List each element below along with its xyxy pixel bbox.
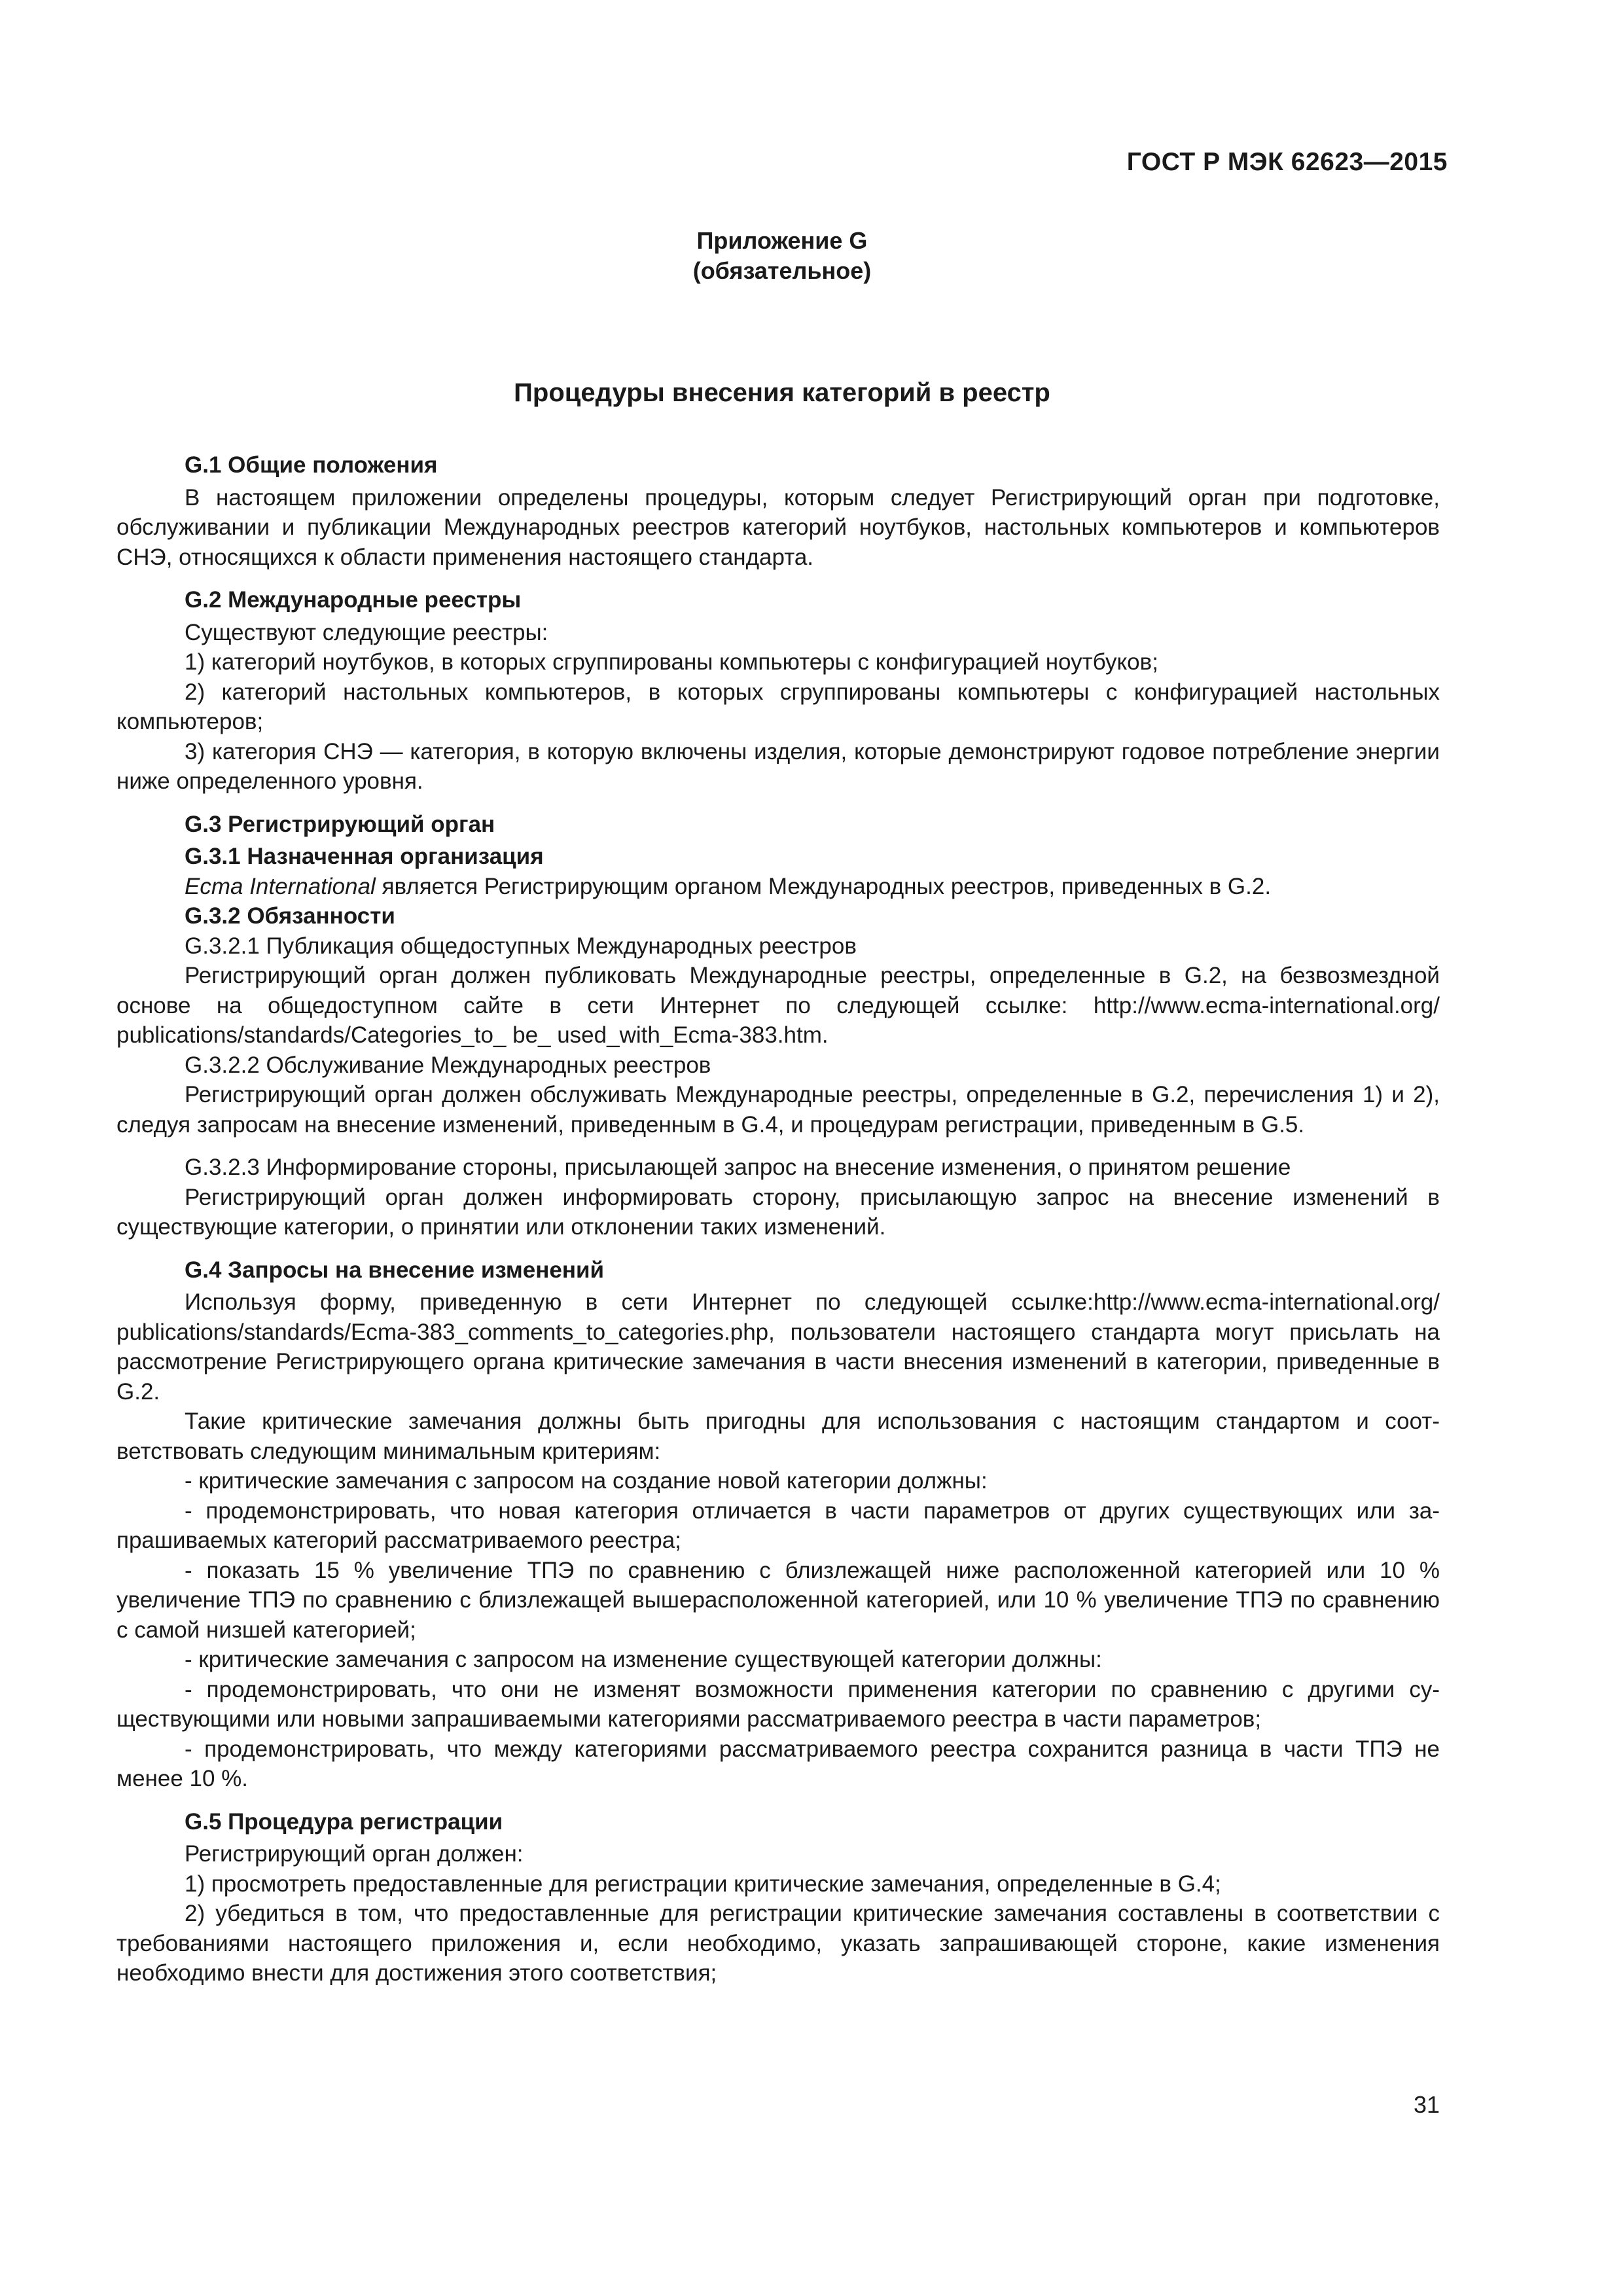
list-item: - критические замечания с запросом на изменение существующей категории должны: bbox=[185, 1647, 1102, 1672]
list-item: 1) просмотреть предоставленные для регистрации критические замечания, определенные в G.4; bbox=[185, 1871, 1221, 1897]
list-item: - продемонстрировать, что новая категория отличается в части параметров от других существующих или запрашиваемых категорий рассматриваемого реестра; bbox=[116, 1498, 1440, 1553]
clause-heading-g323: G.3.2.3 Информирование стороны, присылающей запрос на внесение изменения, о принятом решение bbox=[185, 1155, 1291, 1180]
organization-name: Ecma International bbox=[185, 873, 376, 899]
appendix-status: (обязательное) bbox=[692, 257, 872, 284]
list-item: 2) категорий настольных компьютеров, в которых сгруппированы компьютеры с конфигурацией настольных компьютеров; bbox=[116, 679, 1440, 734]
list-item: - продемонстрировать, что между категориями рассматриваемого реестра сохранится разница в части ТПЭ не менее 10 %. bbox=[116, 1736, 1440, 1791]
appendix-title: Приложение G bbox=[696, 227, 868, 254]
paragraph bbox=[116, 872, 1440, 902]
appendix-label bbox=[0, 226, 1564, 286]
appendix-heading: Процедуры внесения категорий в реестр bbox=[514, 378, 1050, 407]
paragraph: Регистрирующий орган должен обслуживать Международные реестры, определенные в G.2, перечисления 1) и 2), следуя запросам на внесение изменений, приведенным в G.4, и процедурам регистрации, приведенным в G.5. bbox=[116, 1082, 1440, 1138]
list-item: 1) категорий ноутбуков, в которых сгруппированы компьютеры с конфигурацией ноутбуков; bbox=[185, 649, 1158, 675]
paragraph: Такие критические замечания должны быть пригодны для использования с настоящим стандартом и соответствовать следующим минимальным критериям: bbox=[116, 1408, 1440, 1464]
clause-heading-g322: G.3.2.2 Обслуживание Международных реестров bbox=[185, 1052, 711, 1078]
section-heading-g3: G.3 Регистрирующий орган bbox=[185, 811, 495, 837]
page-number: 31 bbox=[1413, 2091, 1440, 2118]
list-item: - критические замечания с запросом на создание новой категории должны: bbox=[185, 1468, 988, 1494]
paragraph: Регистрирующий орган должен: bbox=[185, 1841, 524, 1867]
list-item: 3) категория СНЭ — категория, в которую включены изделия, которые демонстрируют годовое потребление энергии ниже определенного уровня. bbox=[116, 738, 1440, 794]
clause-heading-g321: G.3.2.1 Публикация общедоступных Международных реестров bbox=[185, 933, 857, 959]
section-heading-g4: G.4 Запросы на внесение изменений bbox=[185, 1257, 604, 1283]
subsection-heading-g31: G.3.1 Назначенная организация bbox=[185, 844, 544, 869]
document-code: ГОСТ Р МЭК 62623—2015 bbox=[1126, 148, 1448, 176]
list-item: - показать 15 % увеличение ТПЭ по сравнению с близлежащей ниже расположенной категорией или 10 % увеличение ТПЭ по сравнению с близлежащей вышерасположенной категорией, или 10 % увеличение ТПЭ по сравнению с самой низшей категорией; bbox=[116, 1557, 1440, 1643]
paragraph: Существуют следующие реестры: bbox=[185, 619, 548, 645]
list-item: - продемонстрировать, что они не изменят возможности применения категории по сравнению с другими существующими или новыми запрашиваемыми категориями рассматриваемого реестра в части параметров; bbox=[116, 1676, 1440, 1732]
section-heading-g5: G.5 Процедура регистрации bbox=[185, 1808, 503, 1835]
paragraph-text: является Регистрирующим органом Международных реестров, приведенных в G.2. bbox=[375, 873, 1272, 899]
section-heading-g2: G.2 Международные реестры bbox=[185, 587, 522, 613]
paragraph: Регистрирующий орган должен информировать сторону, присылающую запрос на внесение изменений в существующие категории, о принятии или отклонении таких изменений. bbox=[116, 1184, 1440, 1240]
list-item: 2) убедиться в том, что предоставленные для регистрации критические замечания составлены в соответствии с требованиями настоящего приложения и, если необходимо, указать запрашивающей стороне, какие изменения необходимо внести для достижения этого соответствия; bbox=[116, 1901, 1440, 1986]
document-body bbox=[116, 450, 1440, 1988]
subsection-heading-g32: G.3.2 Обязанности bbox=[185, 903, 395, 929]
paragraph: Регистрирующий орган должен публиковать Международные реестры, определенные в G.2, на безвозмездной основе на общедоступном сайте в сети Интернет по следующей ссылке: http://www.ecma-international.org/ publications/standards/Categories_to_ be_ used_with_Ecma-383.htm. bbox=[116, 963, 1440, 1048]
section-heading-g1: G.1 Общие положения bbox=[185, 452, 438, 478]
paragraph: В настоящем приложении определены процедуры, которым следует Регистрирующий орган при подготовке, обслуживании и публикации Международных реестров категорий ноутбуков, настольных компьютеров и компьютеров СНЭ, относящихся к области применения настоящего стандарта. bbox=[116, 484, 1440, 570]
paragraph: Используя форму, приведенную в сети Интернет по следующей ссылке:http://www.ecma-international.org/ publications/standards/Ecma-383_comments_to_categories.php, пользователи настоящего стандарта могут присьлать на рассмотрение Регистрирующего органа критические замечания в части внесения изменений в категории, приведенные в G.2. bbox=[116, 1289, 1440, 1405]
